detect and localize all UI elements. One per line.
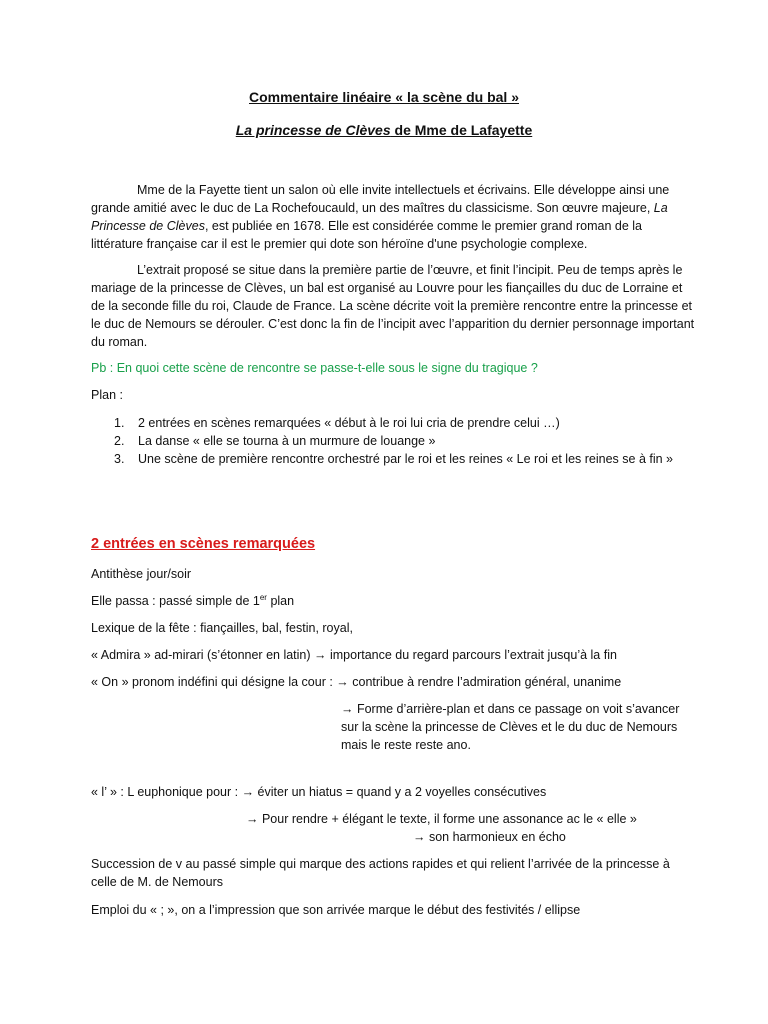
note-succession-line-2: celle de M. de Nemours [91, 875, 224, 889]
plan-list [91, 414, 673, 468]
document-title: Commentaire linéaire « la scène du bal » [249, 89, 519, 105]
plan-item: 3. Une scène de première rencontre orchestré par le roi et les reines « Le roi et les reines se à fin » [114, 452, 673, 466]
note-l-euphonique: « l’ » : L euphonique pour : → éviter un hiatus = quand y a 2 voyelles consécutives [91, 785, 547, 799]
document-subtitle [0, 121, 768, 139]
note-forme-line-2: sur la scène la princesse de Clèves et le du duc de Nemours [341, 720, 678, 734]
note-succession-line-1: Succession de v au passé simple qui marque des actions rapides et qui relient l’arrivée de la princesse à [91, 857, 670, 871]
note-on: « On » pronom indéfini qui désigne la cour : → contribue à rendre l’admiration général, unanime [91, 675, 622, 689]
note-admira: « Admira » ad-mirari (s’étonner en latin) → importance du regard parcours l’extrait jusqu’à la fin [91, 648, 617, 662]
note-elegant: → Pour rendre + élégant le texte, il forme une assonance ac le « elle » [246, 812, 637, 826]
plan-label: Plan : [91, 388, 123, 402]
note-emploi: Emploi du « ; », on a l’impression que son arrivée marque le début des festivités / ellipse [91, 903, 581, 917]
note-forme-line-1: → Forme d’arrière-plan et dans ce passage on voit s’avancer [341, 702, 680, 716]
plan-item: 1. 2 entrées en scènes remarquées « début à le roi lui cria de prendre celui …) [114, 416, 560, 430]
note-harmonieux: → son harmonieux en écho [413, 830, 566, 844]
note-lexique: Lexique de la fête : fiançailles, bal, festin, royal, [91, 621, 353, 635]
note-antithese: Antithèse jour/soir [91, 567, 192, 581]
plan-item: 2. La danse « elle se tourna à un murmure de louange » [114, 434, 436, 448]
section-heading: 2 entrées en scènes remarquées [91, 536, 316, 552]
intro-paragraph-1: Mme de la Fayette tient un salon où elle invite intellectuels et écrivains. Elle développe ainsi une grande amitié avec le duc de La Rochefoucauld, un des maîtres du classicisme. Son œuvre majeure, La Princesse de Clèves, est publiée en 1678. Elle est considérée comme le premier grand roman de la littérature française car il est le premier qui dote son héroïne d'une psychologie complexe. [91, 183, 670, 251]
problematique: Pb : En quoi cette scène de rencontre se passe-t-elle sous le signe du tragique ? [91, 361, 538, 375]
work-title: La princesse de Clèves [235, 122, 391, 138]
note-forme-line-3: mais le reste reste ano. [341, 738, 471, 752]
author-credit: de Mme de Lafayette [390, 122, 533, 138]
intro-paragraph-2: L’extrait proposé se situe dans la première partie de l’œuvre, et finit l’incipit. Peu de temps après le mariage de la princesse de Clèves, un bal est organisé au Louvre pour les fiançailles du duc de Lorraine et de la seconde fille du roi, Claude de France. La scène décrite voit la première rencontre entre la princesse et le duc de Nemours se dérouler. C’est donc la fin de l’incipit avec l’apparition du dernier personnage important du roman. [91, 263, 695, 349]
note-passe-simple: Elle passa : passé simple de 1er plan [91, 592, 295, 608]
